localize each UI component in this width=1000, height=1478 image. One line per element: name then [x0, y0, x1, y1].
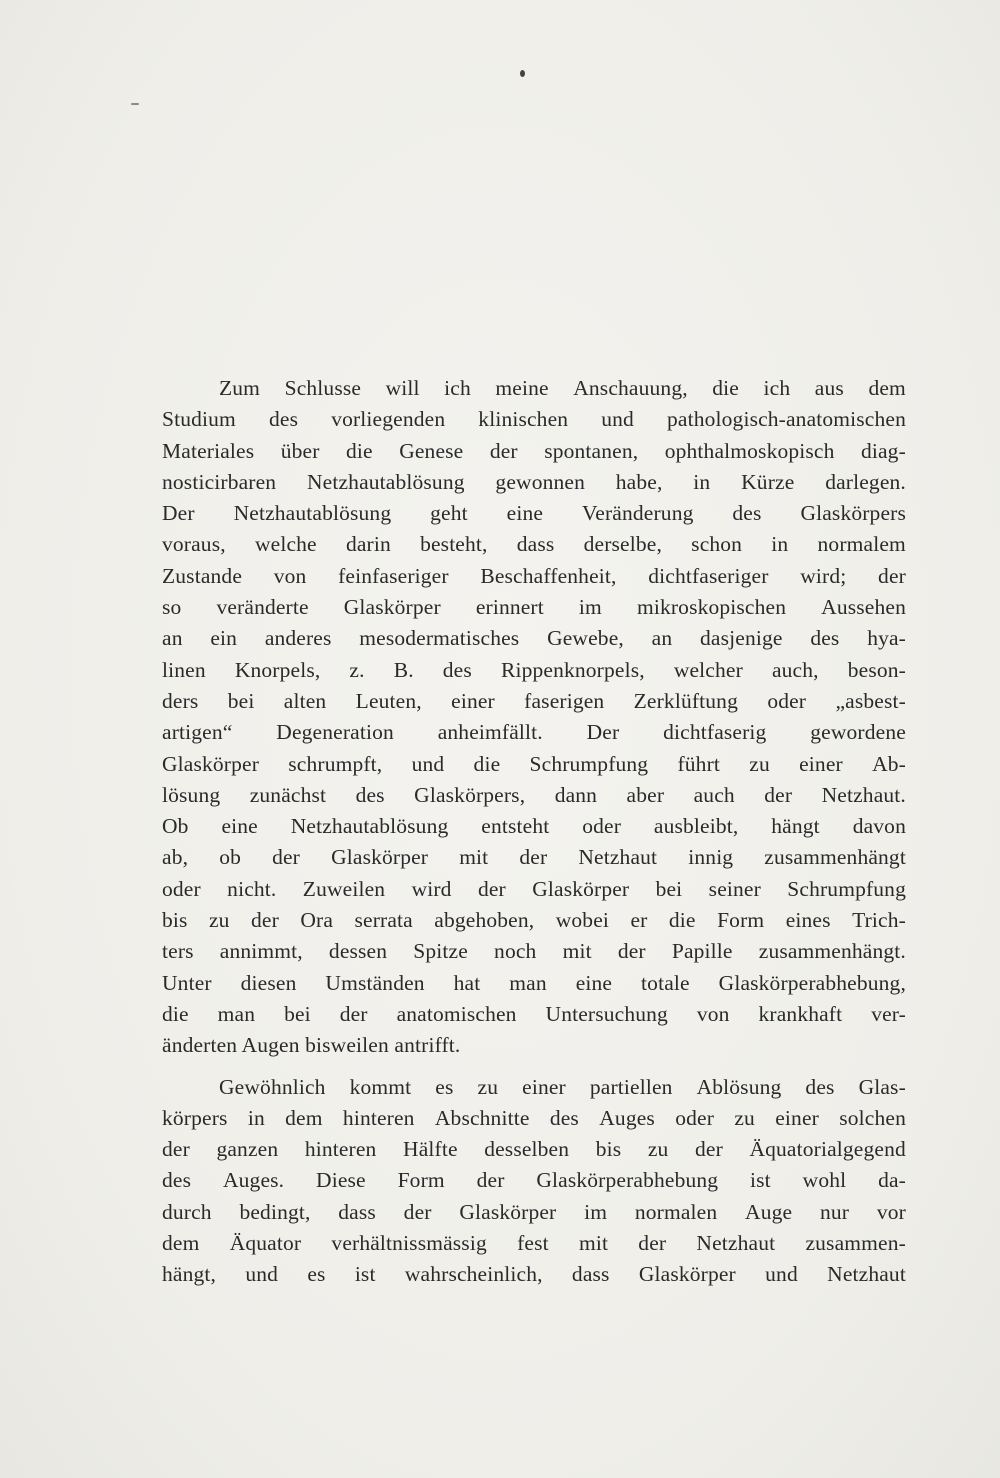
- word: wobei: [555, 908, 610, 933]
- word: führt: [677, 751, 721, 776]
- word: nosticirbaren: [162, 469, 277, 494]
- word: Zuweilen: [302, 876, 386, 901]
- word: wird: [411, 876, 452, 901]
- word: B.: [393, 657, 414, 682]
- word: ich: [444, 376, 471, 400]
- word: abgehoben,: [434, 908, 535, 933]
- word: hängt: [771, 814, 820, 839]
- word: man: [509, 970, 547, 995]
- word: im: [578, 595, 602, 620]
- word: dem: [285, 1105, 323, 1130]
- text-line: [162, 780, 906, 811]
- word: Netzhaut.: [821, 782, 906, 807]
- word: innig: [688, 845, 734, 870]
- word: wahrscheinlich,: [404, 1262, 543, 1287]
- word: davon: [852, 814, 906, 839]
- word: zu: [477, 1074, 499, 1099]
- word: Netzhaut: [696, 1231, 776, 1256]
- word: Umständen: [325, 970, 425, 995]
- word: und: [601, 407, 634, 432]
- text-line: [162, 436, 906, 467]
- word: ist: [750, 1168, 771, 1193]
- word: dichtfaseriger: [648, 563, 769, 588]
- paragraph-2: [162, 1072, 906, 1291]
- word: er: [630, 908, 648, 933]
- word: Rippenknorpels,: [500, 657, 645, 682]
- word: Der: [586, 720, 620, 745]
- word: Ob: [162, 814, 189, 839]
- word: auch,: [771, 657, 819, 682]
- word: eine: [506, 501, 544, 526]
- word: Knorpels,: [234, 657, 321, 682]
- word: Diese: [316, 1168, 366, 1193]
- word: artigen“: [162, 720, 233, 745]
- ink-mark: [131, 103, 139, 105]
- word: der: [878, 563, 906, 588]
- word: zu: [734, 1105, 755, 1130]
- word: Schrumpfung: [787, 876, 906, 901]
- word: der: [477, 876, 506, 901]
- word: kommt: [349, 1074, 412, 1099]
- word: lösung: [162, 782, 221, 807]
- word: des: [549, 1105, 579, 1130]
- word: der: [251, 908, 279, 933]
- word: Äquatorialgegend: [749, 1137, 906, 1162]
- word: in: [247, 1105, 265, 1130]
- word: Zustande: [162, 563, 243, 588]
- word: auch: [693, 782, 735, 807]
- word: Schlusse: [284, 376, 362, 400]
- word: linen: [162, 657, 206, 682]
- ink-speck: [520, 70, 525, 77]
- word: krankhaft: [758, 1001, 843, 1026]
- word: derselbe,: [583, 532, 662, 557]
- word: z.: [349, 657, 365, 682]
- word: schon: [691, 532, 743, 557]
- word: Zum: [219, 376, 261, 400]
- word: Kürze: [741, 469, 795, 494]
- text-line: [162, 811, 906, 842]
- text-line: [162, 1165, 906, 1196]
- word: Zerklüftung: [633, 688, 738, 713]
- word: mit: [562, 939, 592, 964]
- word: an: [651, 626, 673, 651]
- word: anheimfällt.: [437, 720, 543, 745]
- word: feinfaseriger: [338, 563, 449, 588]
- word: Studium: [162, 407, 236, 432]
- word: ausbleibt,: [653, 814, 739, 839]
- word: seiner: [708, 876, 761, 901]
- word: „asbest-: [835, 688, 906, 713]
- word: Netzhaut: [827, 1262, 906, 1287]
- word: habe,: [615, 469, 663, 494]
- word: einer: [799, 751, 843, 776]
- word: klinischen: [478, 407, 569, 432]
- word: bei: [227, 688, 255, 713]
- word: beson-: [847, 657, 906, 682]
- word: des: [810, 626, 840, 651]
- word: und: [411, 751, 445, 776]
- word: bei: [284, 1001, 311, 1026]
- word: zusammenhängt.: [758, 939, 906, 964]
- word: des: [732, 501, 762, 526]
- word: mesodermatisches: [359, 626, 520, 651]
- word: Form: [397, 1168, 445, 1193]
- word: Glas-: [858, 1074, 906, 1099]
- word: noch: [494, 939, 537, 964]
- word: Gewebe,: [547, 626, 624, 651]
- word: Papille: [671, 939, 733, 964]
- word: durch: [162, 1199, 212, 1224]
- word: der: [162, 1137, 190, 1162]
- word: ver-: [871, 1001, 906, 1026]
- text-line: [162, 905, 906, 936]
- word: dasjenige: [700, 626, 783, 651]
- word: die: [668, 908, 696, 933]
- word: ob: [219, 845, 242, 870]
- word: es: [435, 1074, 454, 1099]
- word: Ab-: [872, 751, 906, 776]
- word: fest: [517, 1231, 549, 1256]
- word: der: [272, 845, 300, 870]
- word: Form: [717, 908, 765, 933]
- word: der: [638, 1231, 667, 1256]
- word: Glaskörpers,: [414, 782, 526, 807]
- word: bis: [162, 908, 188, 933]
- body-text: [162, 373, 906, 1291]
- word: da-: [878, 1168, 906, 1193]
- word: Auges: [599, 1105, 655, 1130]
- text-line: [162, 717, 906, 748]
- word: oder: [162, 876, 201, 901]
- word: der: [519, 845, 548, 870]
- text-line: [162, 1228, 906, 1259]
- word: des: [162, 1168, 192, 1193]
- text-line: [162, 842, 906, 873]
- word: meine: [495, 376, 549, 400]
- word: ganzen: [216, 1137, 279, 1162]
- paragraph-1: [162, 373, 906, 1062]
- word: zu: [647, 1137, 669, 1162]
- word: Abschnitte: [434, 1105, 530, 1130]
- word: und: [245, 1262, 279, 1287]
- word: Glaskörperabhebung: [536, 1168, 719, 1193]
- word: dann: [554, 782, 598, 807]
- word: ich: [763, 376, 791, 400]
- word: an: [162, 626, 183, 651]
- word: totale: [641, 970, 690, 995]
- word: und: [765, 1262, 798, 1287]
- word: gewordene: [810, 720, 906, 745]
- word: wohl: [802, 1168, 847, 1193]
- word: in: [693, 469, 711, 494]
- word: wird;: [800, 563, 847, 588]
- word: darlegen.: [825, 469, 906, 494]
- word: einer: [451, 688, 495, 713]
- word: dem: [868, 376, 906, 400]
- text-line: [162, 968, 906, 999]
- word: pathologisch-anatomischen: [667, 407, 906, 432]
- text-line: [162, 404, 906, 435]
- word: dessen: [328, 939, 388, 964]
- word: hat: [453, 970, 481, 995]
- word: im: [584, 1199, 608, 1224]
- word: Trich-: [852, 908, 906, 933]
- word: Untersuchung: [545, 1001, 668, 1026]
- word: der: [764, 782, 793, 807]
- word: nur: [819, 1199, 850, 1224]
- word: alten: [283, 688, 327, 713]
- text-line: [162, 749, 906, 780]
- word: des: [805, 1074, 835, 1099]
- word: der: [617, 939, 646, 964]
- word: Hälfte: [403, 1137, 458, 1162]
- word: der: [476, 1168, 505, 1193]
- word: dass: [571, 1262, 610, 1287]
- word: voraus,: [162, 532, 226, 557]
- text-line: [162, 592, 906, 623]
- word: oder: [767, 688, 807, 713]
- word: eine: [575, 970, 613, 995]
- text-line: [162, 1259, 906, 1290]
- word: normalem: [817, 532, 906, 557]
- word: Beschaffenheit,: [480, 563, 617, 588]
- word: dass: [338, 1199, 376, 1224]
- word: dichtfaserig: [663, 720, 767, 745]
- word: zusammenhängt: [764, 845, 906, 870]
- word: Glaskörper: [162, 751, 260, 776]
- word: der: [694, 1137, 723, 1162]
- word: Netzhaut: [578, 845, 658, 870]
- word: zunächst: [249, 782, 327, 807]
- word: des: [269, 407, 299, 432]
- word: Spitze: [413, 939, 468, 964]
- word: hängt,: [162, 1262, 217, 1287]
- word: Ablösung: [696, 1074, 782, 1099]
- word: Der: [162, 501, 195, 526]
- word: körpers: [162, 1105, 228, 1130]
- word: Schrumpfung: [529, 751, 649, 776]
- word: Ora: [300, 908, 334, 933]
- word: vorliegenden: [331, 407, 446, 432]
- word: des: [355, 782, 385, 807]
- text-line: änderten Augen bisweilen antrifft.: [162, 1033, 461, 1058]
- word: der: [403, 1199, 432, 1224]
- word: Auges.: [222, 1168, 285, 1193]
- word: hya-: [867, 626, 906, 651]
- word: einer: [775, 1105, 819, 1130]
- word: serrata: [354, 908, 413, 933]
- word: Netzhautablösung: [306, 469, 465, 494]
- word: Veränderung: [582, 501, 694, 526]
- word: Netzhautablösung: [233, 501, 392, 526]
- word: erinnert: [475, 595, 544, 620]
- word: veränderte: [216, 595, 309, 620]
- word: Glaskörper: [459, 1199, 557, 1224]
- text-line: [162, 1197, 906, 1228]
- word: dem: [162, 1231, 200, 1256]
- word: Glaskörpers: [800, 501, 906, 526]
- word: zu: [208, 908, 230, 933]
- word: partiellen: [589, 1074, 673, 1099]
- word: vor: [876, 1199, 906, 1224]
- word: Glaskörper: [331, 845, 429, 870]
- text-line: [162, 467, 906, 498]
- word: Unter: [162, 970, 212, 995]
- word: bei: [655, 876, 683, 901]
- word: Degeneration: [276, 720, 394, 745]
- word: Materiales: [162, 438, 255, 463]
- word: schrumpft,: [288, 751, 383, 776]
- word: bis: [595, 1137, 622, 1162]
- word: Auge: [745, 1199, 793, 1224]
- word: die: [473, 751, 501, 776]
- word: zusammen-: [805, 1231, 906, 1256]
- text-line: [162, 655, 906, 686]
- word: diag-: [860, 438, 906, 463]
- word: ders: [162, 688, 199, 713]
- word: Gewöhnlich: [219, 1074, 326, 1099]
- word: anatomischen: [396, 1001, 517, 1026]
- word: aus: [814, 376, 844, 400]
- word: ist: [354, 1262, 376, 1287]
- word: Anschauung,: [573, 376, 688, 400]
- word: mikroskopischen: [636, 595, 787, 620]
- word: oder: [582, 814, 622, 839]
- word: will: [385, 376, 420, 400]
- text-line: [162, 999, 906, 1030]
- text-line: [162, 529, 906, 560]
- word: aber: [626, 782, 665, 807]
- word: die: [712, 376, 739, 400]
- word: oder: [675, 1105, 715, 1130]
- word: welche: [254, 532, 317, 557]
- word: Leuten,: [355, 688, 422, 713]
- text-line: [162, 686, 906, 717]
- word: Äquator: [229, 1231, 302, 1256]
- word: desselben: [484, 1137, 570, 1162]
- word: einer: [522, 1074, 566, 1099]
- text-line: [162, 1134, 906, 1165]
- word: ab,: [162, 845, 189, 870]
- word: geht: [430, 501, 468, 526]
- word: es: [307, 1262, 326, 1287]
- word: normalen: [634, 1199, 718, 1224]
- word: der: [489, 438, 518, 463]
- text-line: [162, 1072, 906, 1103]
- word: verhältnissmässig: [331, 1231, 487, 1256]
- word: hinteren: [304, 1137, 377, 1162]
- word: gewonnen: [495, 469, 585, 494]
- word: von: [696, 1001, 730, 1026]
- word: welcher: [673, 657, 743, 682]
- word: solchen: [839, 1105, 906, 1130]
- text-line: [162, 1103, 906, 1134]
- word: diesen: [240, 970, 297, 995]
- word: Glaskörper: [532, 876, 630, 901]
- word: spontanen,: [544, 438, 639, 463]
- word: nicht.: [227, 876, 277, 901]
- paragraph-gap: [162, 1062, 906, 1072]
- word: eines: [785, 908, 831, 933]
- text-line: [162, 623, 906, 654]
- word: zu: [749, 751, 770, 776]
- word: besteht,: [420, 532, 488, 557]
- word: anderes: [264, 626, 332, 651]
- word: man: [217, 1001, 256, 1026]
- text-line: [162, 373, 906, 404]
- word: Aussehen: [821, 595, 906, 620]
- word: mit: [578, 1231, 609, 1256]
- word: die: [346, 438, 373, 463]
- word: über: [280, 438, 320, 463]
- word: ophthalmoskopisch: [664, 438, 835, 463]
- word: annimmt,: [219, 939, 303, 964]
- word: Genese: [399, 438, 464, 463]
- word: Netzhautablösung: [290, 814, 449, 839]
- text-line: [162, 498, 906, 529]
- word: ters: [162, 939, 194, 964]
- word: Glaskörper: [343, 595, 441, 620]
- text-line: [162, 874, 906, 905]
- word: dass: [516, 532, 555, 557]
- word: Glaskörperabhebung,: [718, 970, 906, 995]
- word: mit: [459, 845, 489, 870]
- word: bedingt,: [239, 1199, 311, 1224]
- text-line: [162, 936, 906, 967]
- word: in: [771, 532, 789, 557]
- word: des: [442, 657, 472, 682]
- word: die: [162, 1001, 189, 1026]
- word: hinteren: [342, 1105, 415, 1130]
- word: entsteht: [481, 814, 550, 839]
- text-line: [162, 561, 906, 592]
- word: darin: [345, 532, 391, 557]
- word: Glaskörper: [638, 1262, 736, 1287]
- word: ein: [210, 626, 238, 651]
- word: faserigen: [524, 688, 605, 713]
- word: der: [339, 1001, 368, 1026]
- word: von: [273, 563, 307, 588]
- word: so: [162, 595, 182, 620]
- word: eine: [221, 814, 258, 839]
